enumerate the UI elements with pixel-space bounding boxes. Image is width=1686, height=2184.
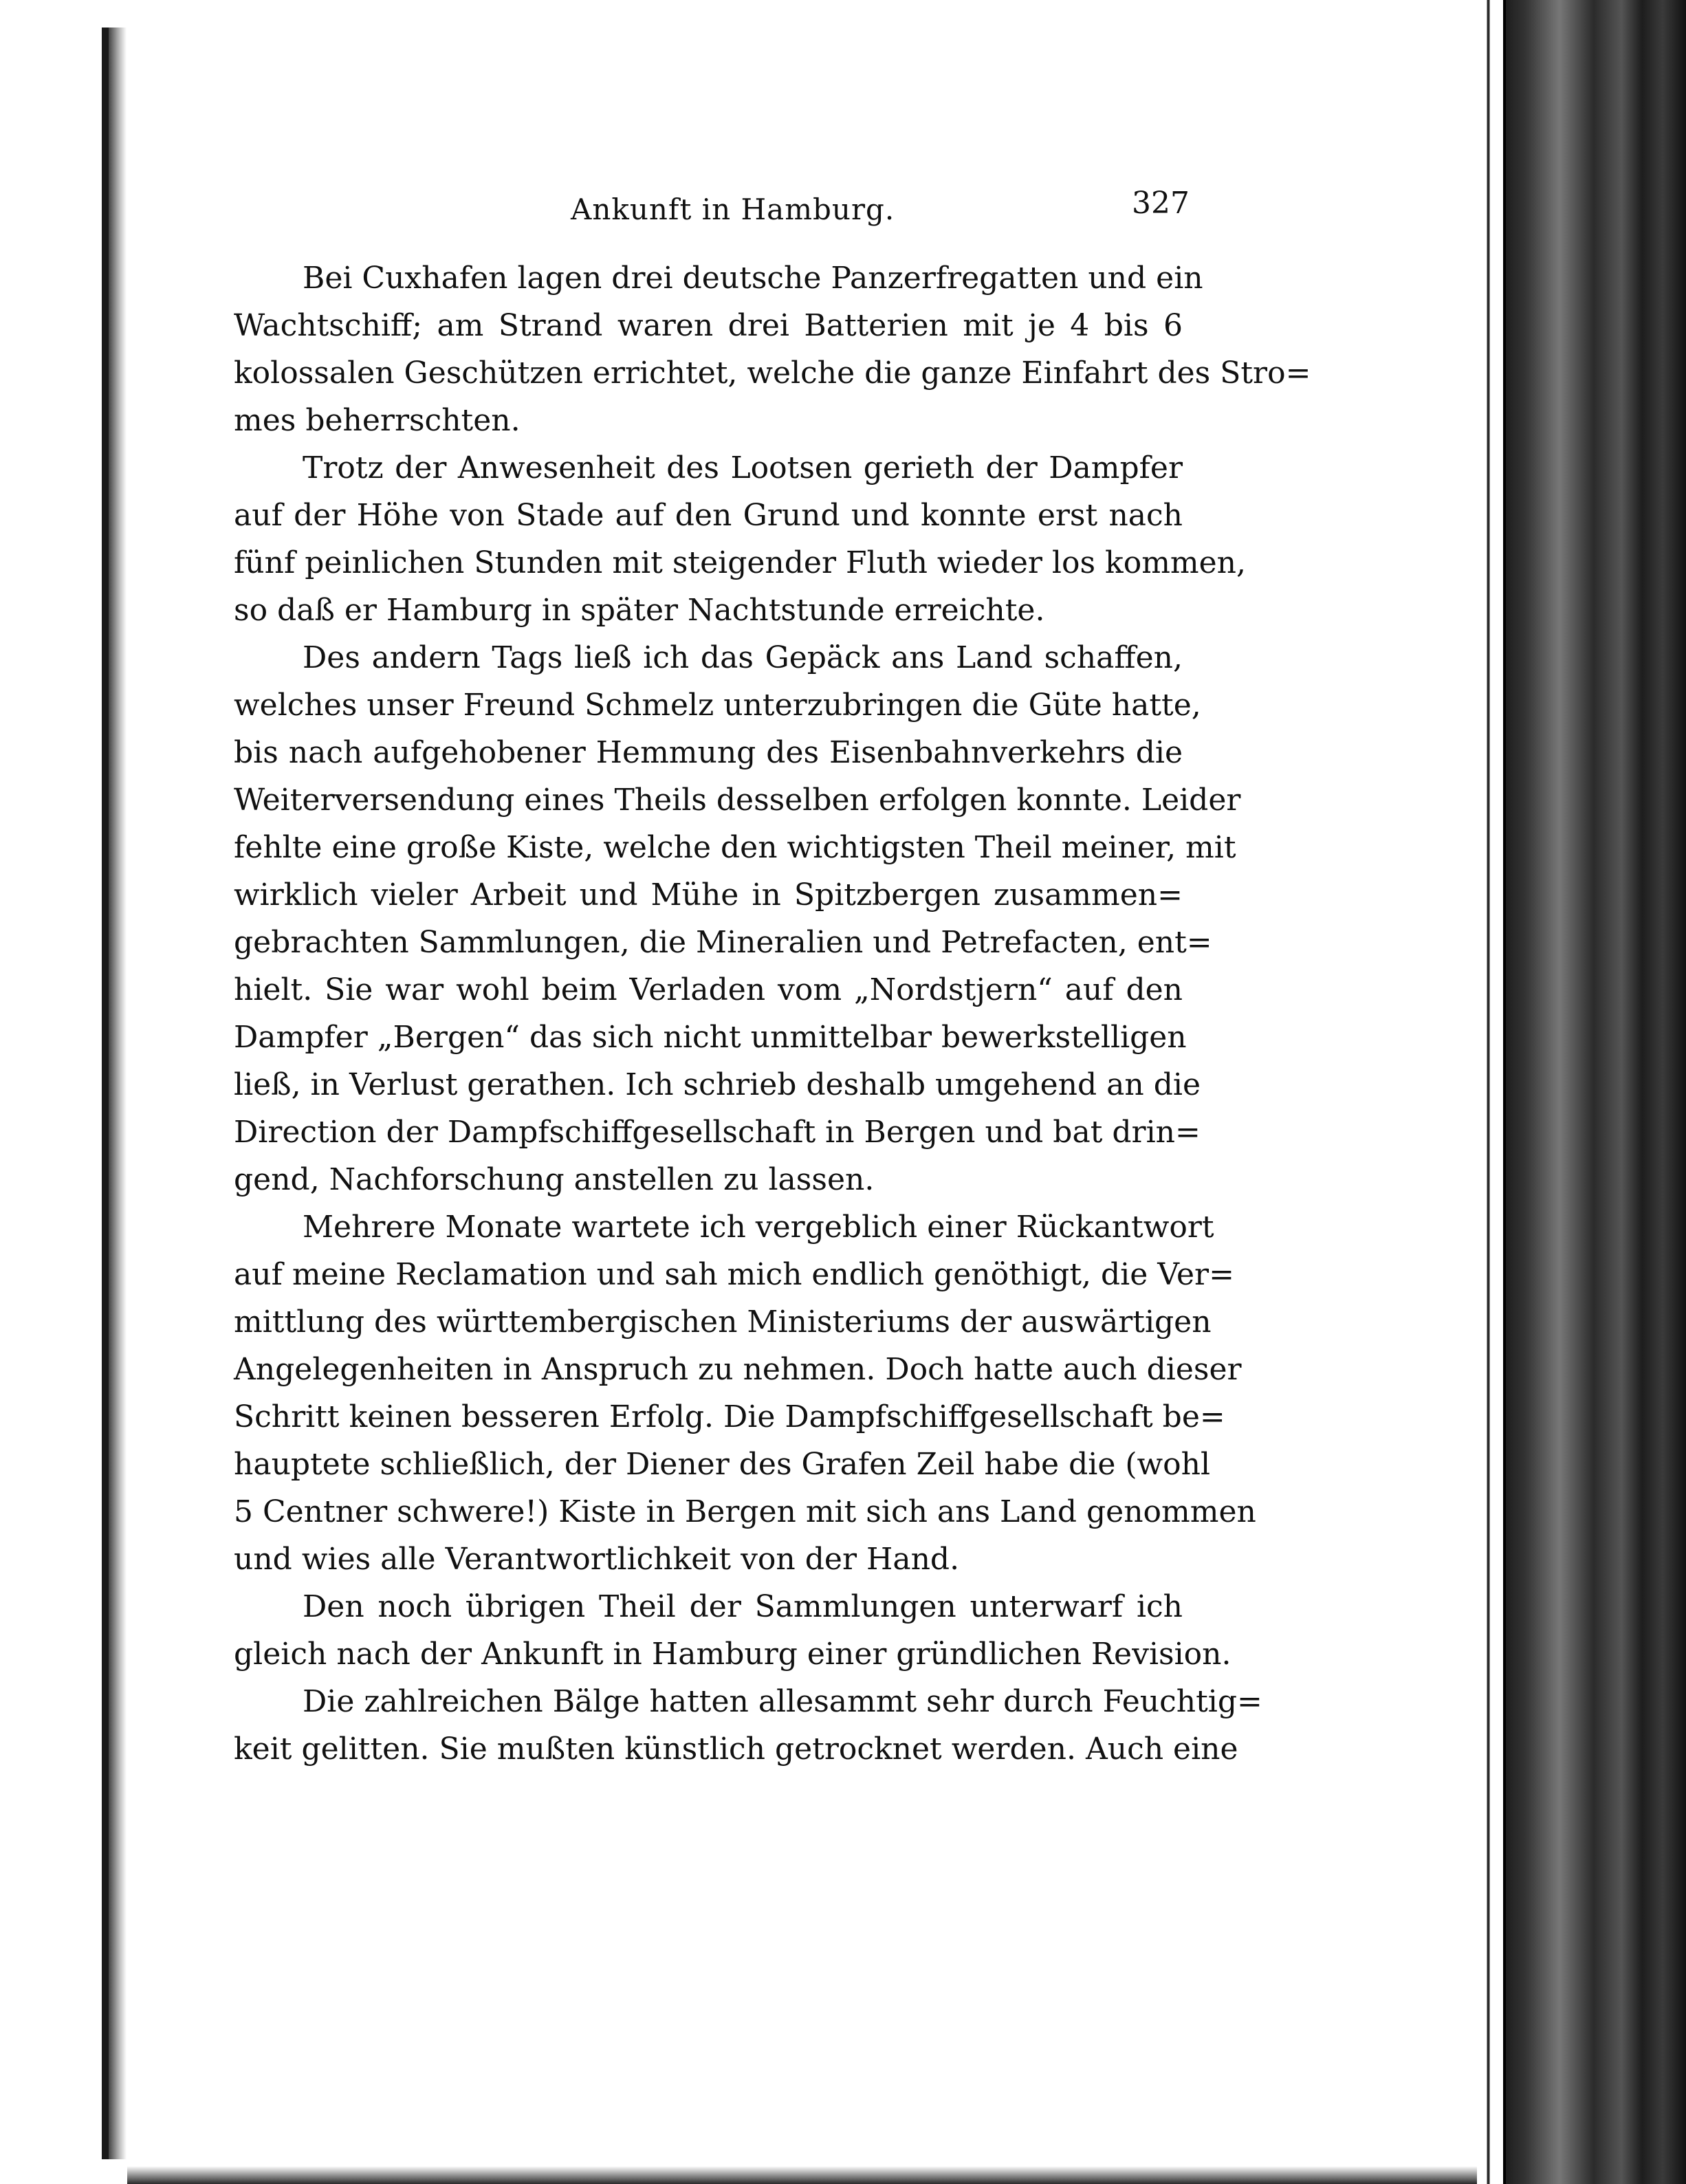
scan-left-margin bbox=[0, 0, 127, 2184]
text-line: 5 Centner schwere!) Kiste in Bergen mit sich ans Land genommen bbox=[234, 1494, 1256, 1529]
text-line: Die zahlreichen Bälge hatten allesammt sehr durch Feuchtig= bbox=[303, 1684, 1262, 1719]
text-line: Angelegenheiten in Anspruch zu nehmen. Doch hatte auch dieser bbox=[234, 1352, 1242, 1387]
text-line: hielt. Sie war wohl beim Verladen vom „Nordstjern“ auf den bbox=[234, 972, 1183, 1007]
text-line: gebrachten Sammlungen, die Mineralien und Petrefacten, ent= bbox=[234, 925, 1212, 960]
text-line: Schritt keinen besseren Erfolg. Die Dampfschiffgesellschaft be= bbox=[234, 1399, 1225, 1434]
page-number: 327 bbox=[1132, 186, 1190, 221]
text-line: kolossalen Geschützen errichtet, welche die ganze Einfahrt des Stro= bbox=[234, 356, 1311, 391]
paragraph bbox=[234, 1583, 1231, 1678]
text-line: bis nach aufgehobener Hemmung des Eisenbahnverkehrs die bbox=[234, 735, 1183, 770]
text-line: Dampfer „Bergen“ das sich nicht unmittelbar bewerkstelligen bbox=[234, 1020, 1187, 1055]
text-line: ließ, in Verlust gerathen. Ich schrieb deshalb umgehend an die bbox=[234, 1067, 1201, 1102]
text-line: Bei Cuxhafen lagen drei deutsche Panzerfregatten und ein bbox=[303, 261, 1203, 296]
text-line: auf meine Reclamation und sah mich endlich genöthigt, die Ver= bbox=[234, 1257, 1234, 1292]
text-line: Wachtschiff; am Strand waren drei Batterien mit je 4 bis 6 bbox=[234, 308, 1183, 343]
running-head-title: Ankunft in Hamburg. bbox=[571, 193, 895, 226]
paragraph bbox=[234, 1678, 1262, 1773]
book-page bbox=[234, 179, 1311, 1773]
text-line: mittlung des württembergischen Ministeriums der auswärtigen bbox=[234, 1304, 1212, 1340]
text-line: Des andern Tags ließ ich das Gepäck ans Land schaffen, bbox=[303, 640, 1183, 675]
text-line: keit gelitten. Sie mußten künstlich getrocknet werden. Auch eine bbox=[234, 1732, 1238, 1767]
text-line: mes beherrschten. bbox=[234, 403, 521, 438]
text-line: Weiterversendung eines Theils desselben erfolgen konnte. Leider bbox=[234, 783, 1241, 818]
text-line: welches unser Freund Schmelz unterzubringen die Güte hatte, bbox=[234, 688, 1201, 723]
paragraph bbox=[234, 1203, 1256, 1583]
body-text bbox=[234, 254, 1311, 1773]
text-line: so daß er Hamburg in später Nachtstunde erreichte. bbox=[234, 593, 1045, 628]
text-line: Mehrere Monate wartete ich vergeblich einer Rückantwort bbox=[303, 1210, 1214, 1245]
paragraph bbox=[234, 254, 1311, 444]
text-line: Trotz der Anwesenheit des Lootsen gerieth der Dampfer bbox=[303, 450, 1183, 485]
paragraph bbox=[234, 634, 1241, 1203]
text-line: hauptete schließlich, der Diener des Grafen Zeil habe die (wohl bbox=[234, 1447, 1211, 1482]
text-line: und wies alle Verantwortlichkeit von der Hand. bbox=[234, 1542, 960, 1577]
scan-page-edge-line bbox=[1503, 0, 1506, 2184]
text-line: gleich nach der Ankunft in Hamburg einer gründlichen Revision. bbox=[234, 1637, 1231, 1672]
text-line: Direction der Dampfschiffgesellschaft in Bergen und bat drin= bbox=[234, 1115, 1201, 1150]
text-line: fehlte eine große Kiste, welche den wichtigsten Theil meiner, mit bbox=[234, 830, 1236, 865]
scan-bottom-edge bbox=[127, 2166, 1477, 2184]
scan-gutter-shadow bbox=[109, 28, 127, 2159]
text-line: auf der Höhe von Stade auf den Grund und konnte erst nach bbox=[234, 498, 1183, 533]
text-line: fünf peinlichen Stunden mit steigender Fluth wieder los kommen, bbox=[234, 545, 1247, 580]
text-line: gend, Nachforschung anstellen zu lassen. bbox=[234, 1162, 875, 1197]
scan-right-page-edges bbox=[1477, 0, 1686, 2184]
scan-gutter-line bbox=[102, 28, 109, 2159]
running-head bbox=[234, 179, 1190, 241]
paragraph bbox=[234, 444, 1247, 634]
text-line: wirklich vieler Arbeit und Mühe in Spitzbergen zusammen= bbox=[234, 877, 1183, 913]
text-line: Den noch übrigen Theil der Sammlungen unterwarf ich bbox=[303, 1589, 1183, 1624]
